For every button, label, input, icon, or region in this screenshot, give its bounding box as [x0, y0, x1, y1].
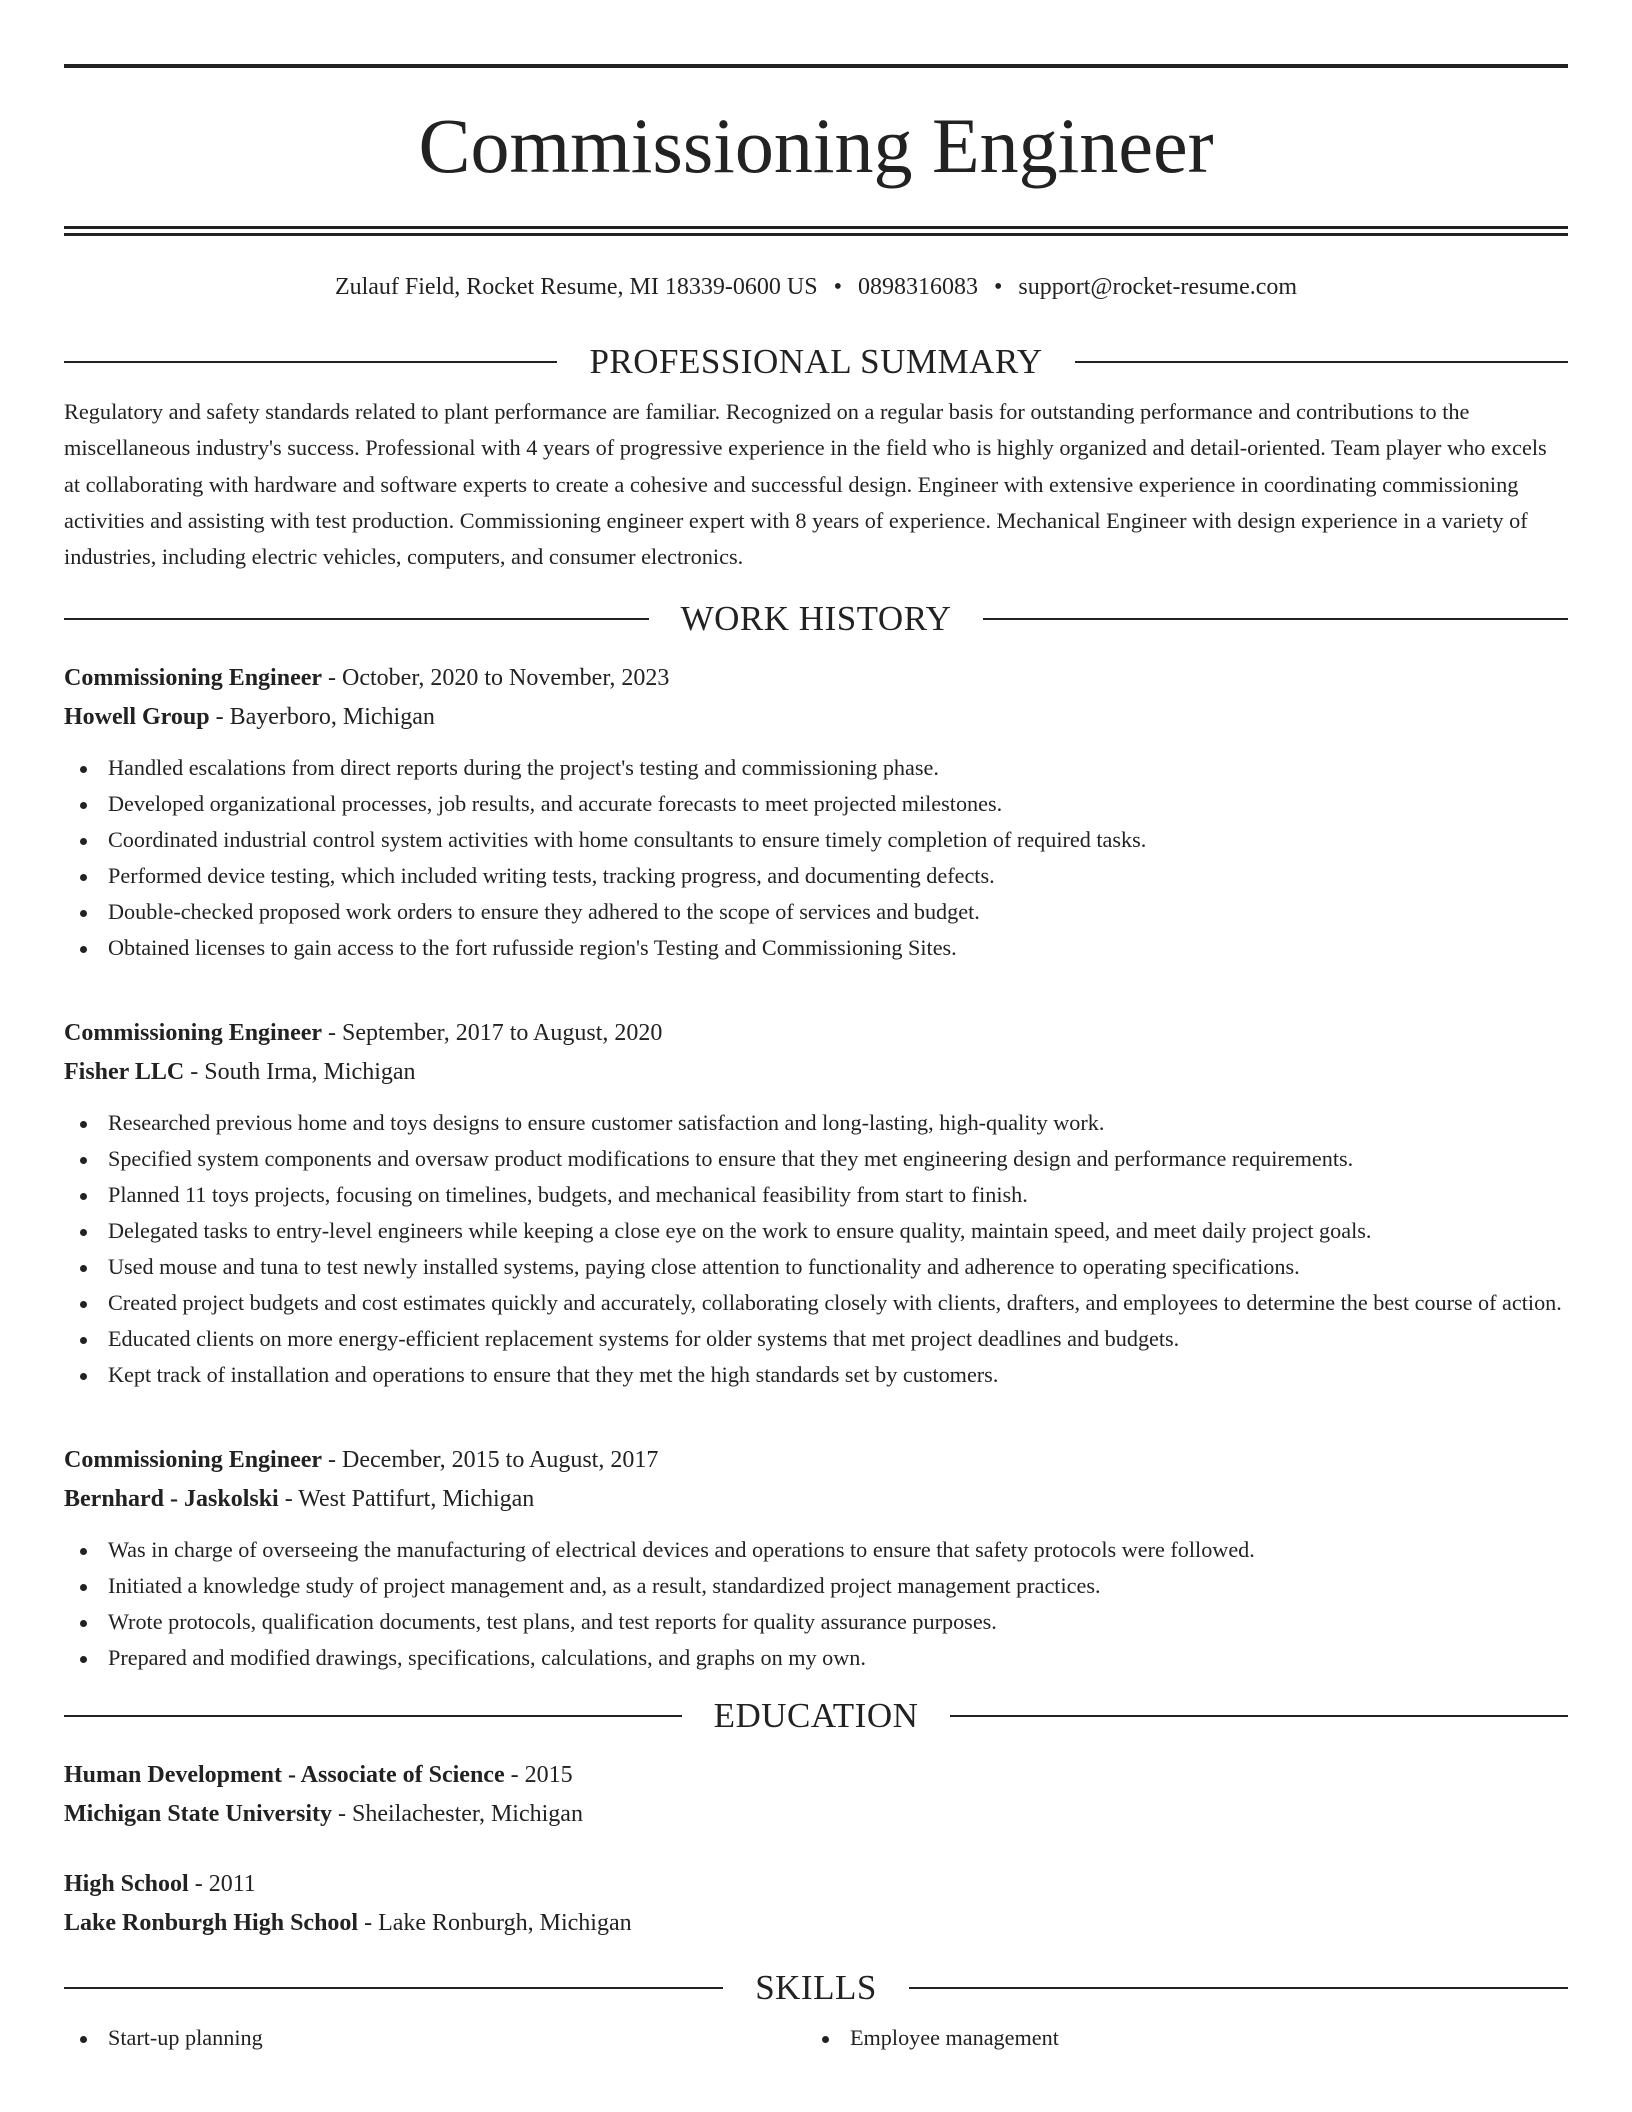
- education-school-line: [64, 1904, 1568, 1943]
- section-title: EDUCATION: [713, 1696, 919, 1736]
- job-entry: [64, 1441, 1568, 1676]
- job-bullets: [64, 1532, 1568, 1676]
- job-dates: - October, 2020 to November, 2023: [322, 665, 670, 692]
- list-item: Obtained licenses to gain access to the fort rufusside region's Testing and Commissioning Sites.: [64, 930, 1568, 966]
- education-year: - 2015: [504, 1762, 573, 1789]
- job-title-line: [64, 1441, 1568, 1480]
- list-item: Initiated a knowledge study of project management and, as a result, standardized project management practices.: [64, 1568, 1568, 1604]
- contact-line: [64, 272, 1568, 302]
- education-location: - Sheilachester, Michigan: [331, 1800, 583, 1827]
- job-location: - South Irma, Michigan: [184, 1058, 416, 1085]
- job-location: - West Pattifurt, Michigan: [278, 1485, 535, 1512]
- job-title: Commissioning Engineer: [64, 1020, 323, 1047]
- skills-bullets-left: [64, 2020, 806, 2056]
- education-year: - 2011: [188, 1871, 256, 1898]
- section-rule-left: [64, 1715, 682, 1717]
- section-header-work-history: [64, 597, 1568, 641]
- list-item: Used mouse and tuna to test newly installed systems, paying close attention to functionality and adherence to operating specifications.: [64, 1249, 1568, 1285]
- section-header-summary: [64, 340, 1568, 384]
- list-item: Educated clients on more energy-efficient replacement systems for older systems that met project deadlines and budgets.: [64, 1321, 1568, 1357]
- contact-address: Zulauf Field, Rocket Resume, MI 18339-0600 US: [334, 274, 818, 300]
- education-degree: High School: [64, 1871, 189, 1898]
- job-bullets: [64, 750, 1568, 966]
- list-item: Prepared and modified drawings, specifications, calculations, and graphs on my own.: [64, 1640, 1568, 1676]
- job-title: Commissioning Engineer: [64, 1447, 323, 1474]
- summary-text: Regulatory and safety standards related to plant performance are familiar. Recognized on a regular basis for outstanding performance and contributions to the miscellaneous industry's success. Professional with 4 years of progressive experience in the field who is highly organized and detail-oriented. Team player who excels at collaborating with hardware and software experts to create a cohesive and successful design. Engineer with extensive experience in coordinating commissioning activities and assisting with test production. Commissioning engineer expert with 8 years of experience. Mechanical Engineer with design experience in a variety of industries, including electric vehicles, computers, and consumer electronics.: [64, 399, 1547, 570]
- title-double-rule: [64, 226, 1568, 236]
- skill-item: Start-up planning: [64, 2020, 806, 2056]
- list-item: Specified system components and oversaw product modifications to ensure that they met engineering design and performance requirements.: [64, 1141, 1568, 1177]
- resume-page: [64, 64, 1568, 2056]
- section-title: WORK HISTORY: [680, 599, 952, 639]
- education-degree-line: [64, 1756, 1568, 1795]
- job-title-line: [64, 1014, 1568, 1053]
- contact-phone: 0898316083: [857, 274, 978, 300]
- education-location: - Lake Ronburgh, Michigan: [358, 1909, 632, 1936]
- skills-list: [64, 2020, 1568, 2056]
- top-rule: [64, 64, 1568, 68]
- education-school-line: [64, 1795, 1568, 1834]
- education-degree: Human Development - Associate of Science: [64, 1762, 505, 1789]
- education-school: Lake Ronburgh High School: [64, 1909, 359, 1936]
- list-item: Coordinated industrial control system activities with home consultants to ensure timely completion of required tasks.: [64, 822, 1568, 858]
- section-header-skills: [64, 1966, 1568, 2010]
- list-item: Performed device testing, which included writing tests, tracking progress, and documenting defects.: [64, 858, 1568, 894]
- list-item: Researched previous home and toys designs to ensure customer satisfaction and long-lasting, high-quality work.: [64, 1105, 1568, 1141]
- section-rule-right: [909, 1987, 1568, 1989]
- list-item: Wrote protocols, qualification documents, test plans, and test reports for quality assurance purposes.: [64, 1604, 1568, 1640]
- list-item: Created project budgets and cost estimates quickly and accurately, collaborating closely with clients, drafters, and employees to determine the best course of action.: [64, 1285, 1568, 1321]
- list-item: Kept track of installation and operations to ensure that they met the high standards set by customers.: [64, 1357, 1568, 1393]
- education-school: Michigan State University: [64, 1800, 332, 1827]
- education-entry: [64, 1865, 1568, 1942]
- list-item: Was in charge of overseeing the manufacturing of electrical devices and operations to ensure that safety protocols were followed.: [64, 1532, 1568, 1568]
- job-dates: - December, 2015 to August, 2017: [322, 1447, 659, 1474]
- section-rule-right: [1075, 361, 1568, 363]
- section-rule-left: [64, 618, 649, 620]
- contact-separator: •: [993, 274, 1003, 300]
- job-dates: - September, 2017 to August, 2020: [322, 1020, 663, 1047]
- section-rule-left: [64, 361, 557, 363]
- page-title: Commissioning Engineer: [418, 102, 1214, 189]
- contact-separator: •: [833, 274, 842, 300]
- skills-column-left: [64, 2020, 806, 2056]
- section-rule-right: [983, 618, 1568, 620]
- section-header-education: [64, 1694, 1568, 1738]
- education-entry: [64, 1756, 1568, 1833]
- section-rule-left: [64, 1987, 723, 1989]
- skill-item: Employee management: [806, 2020, 1548, 2056]
- section-title: PROFESSIONAL SUMMARY: [589, 342, 1043, 381]
- job-entry: [64, 1014, 1568, 1393]
- job-entry: [64, 659, 1568, 966]
- list-item: Handled escalations from direct reports during the project's testing and commissioning phase.: [64, 750, 1568, 786]
- job-title-line: [64, 659, 1568, 698]
- education-degree-line: [64, 1865, 1568, 1904]
- list-item: Double-checked proposed work orders to ensure they adhered to the scope of services and budget.: [64, 894, 1568, 930]
- skills-column-right: [806, 2020, 1548, 2056]
- section-rule-right: [950, 1715, 1568, 1717]
- job-company-line: [64, 698, 1568, 737]
- job-location: - Bayerboro, Michigan: [209, 703, 435, 730]
- contact-email: support@rocket-resume.com: [1018, 274, 1298, 300]
- job-company: Bernhard - Jaskolski: [64, 1485, 279, 1512]
- list-item: Planned 11 toys projects, focusing on timelines, budgets, and mechanical feasibility from start to finish.: [64, 1177, 1568, 1213]
- list-item: Developed organizational processes, job results, and accurate forecasts to meet projected milestones.: [64, 786, 1568, 822]
- skills-bullets-right: [806, 2020, 1548, 2056]
- section-title: SKILLS: [755, 1968, 877, 2008]
- job-company-line: [64, 1053, 1568, 1092]
- job-company-line: [64, 1480, 1568, 1519]
- job-bullets: [64, 1105, 1568, 1393]
- list-item: Delegated tasks to entry-level engineers while keeping a close eye on the work to ensure quality, maintain speed, and meet daily project goals.: [64, 1213, 1568, 1249]
- job-company: Fisher LLC: [64, 1058, 185, 1085]
- job-company: Howell Group: [64, 703, 210, 730]
- job-title: Commissioning Engineer: [64, 665, 323, 692]
